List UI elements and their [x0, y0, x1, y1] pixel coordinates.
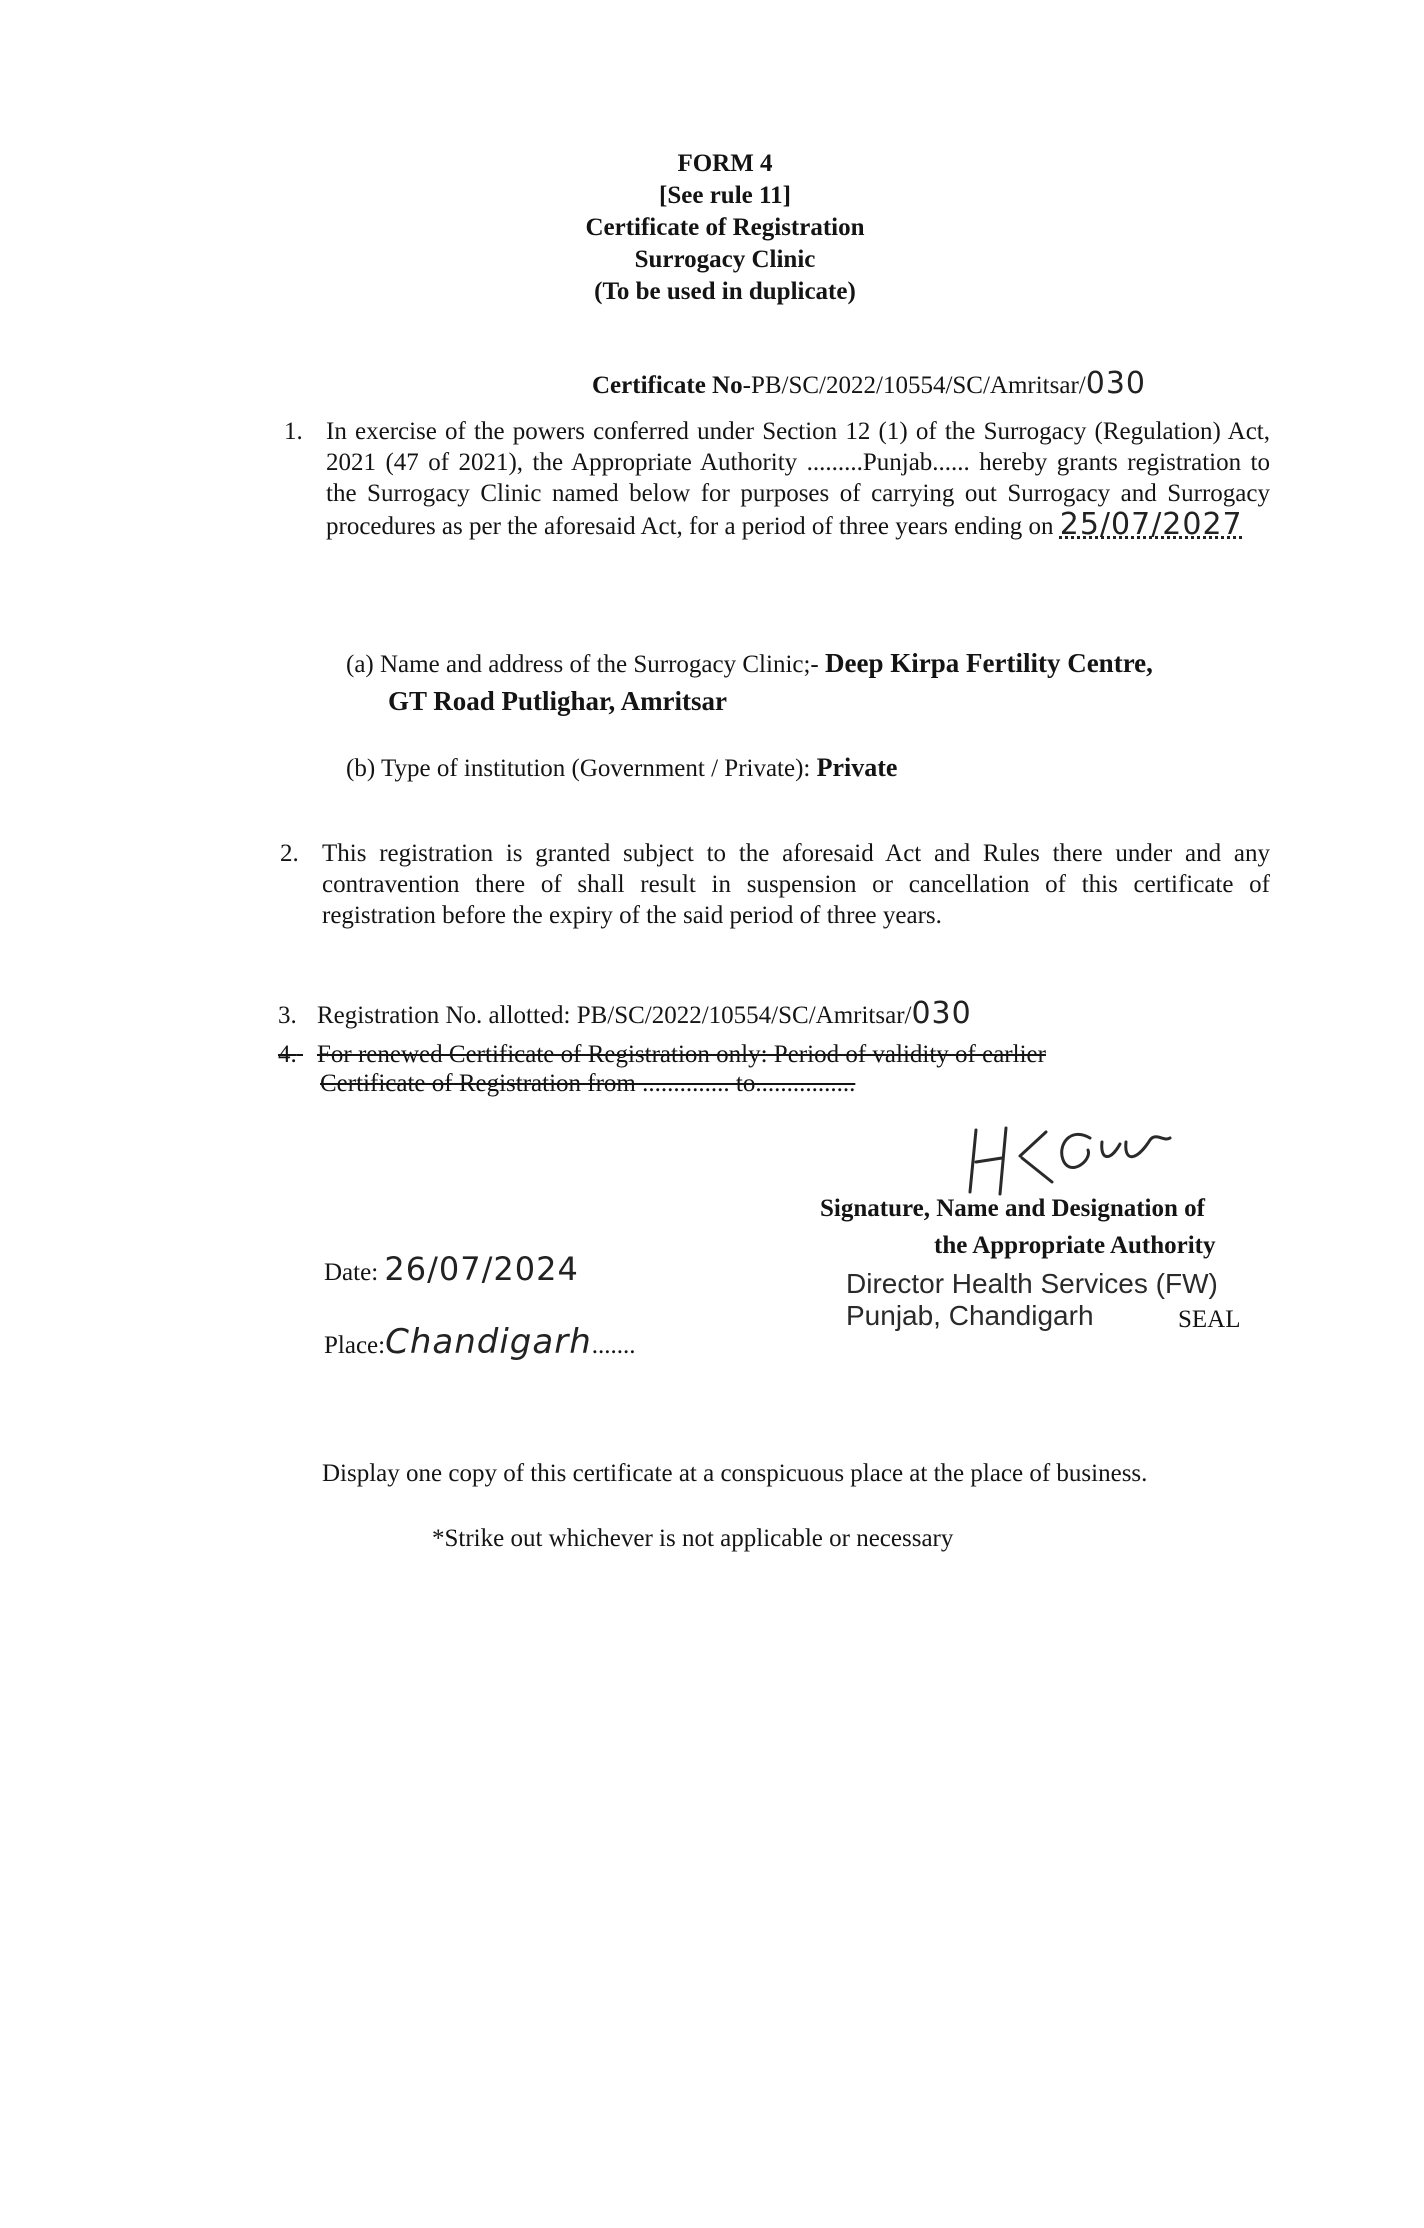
item1-a-label: (a) Name and address of the Surrogacy Clinic;-	[346, 651, 819, 678]
signature-line1: Signature, Name and Designation of	[820, 1195, 1205, 1222]
item3-number: 3.	[278, 1002, 297, 1029]
item1-a-value-line2: GT Road Putlighar, Amritsar	[388, 686, 728, 716]
item1-number: 1.	[284, 418, 303, 445]
form-subtitle: Surrogacy Clinic	[634, 246, 816, 273]
item3-value-handwritten: 030	[911, 996, 972, 1031]
strike-note: *Strike out whichever is not applicable or necessary	[432, 1525, 954, 1552]
place-label: Place:	[324, 1332, 386, 1359]
certificate-number-printed: -PB/SC/2022/10554/SC/Amritsar/	[742, 372, 1086, 399]
item1-text	[326, 416, 1270, 542]
form-note: (To be used in duplicate)	[594, 278, 856, 305]
item4-number: 4.	[278, 1041, 297, 1068]
item2-text: This registration is granted subject to the aforesaid Act and Rules there under and any contravention there of shall result in suspension or cancellation of this certificate of registration before the expiry of the said period of three years.	[322, 840, 1270, 929]
date-label: Date:	[324, 1259, 379, 1286]
item1-b-value: Private	[816, 753, 898, 782]
certificate-label: Certificate No	[592, 372, 743, 399]
certificate-number-handwritten: 030	[1085, 366, 1146, 401]
form-number: FORM 4	[677, 150, 773, 177]
item1-b-label: (b) Type of institution (Government / Private):	[346, 755, 811, 782]
form-header	[460, 148, 990, 308]
item2-number: 2.	[280, 840, 299, 867]
item3-label: Registration No. allotted:	[317, 1002, 571, 1029]
display-note: Display one copy of this certificate at a conspicuous place at the place of business.	[322, 1460, 1148, 1487]
item4-line1: For renewed Certificate of Registration only: Period of validity of earlier	[317, 1041, 1046, 1068]
item1-a-value-line1: Deep Kirpa Fertility Centre,	[825, 648, 1153, 678]
item3	[278, 996, 972, 1031]
place-value: Chandigarh	[385, 1322, 592, 1362]
item1-b	[346, 750, 1276, 787]
form-title: Certificate of Registration	[585, 214, 865, 241]
seal-label: SEAL	[1178, 1306, 1241, 1333]
item4-line2: Certificate of Registration from .............. to................	[320, 1070, 856, 1097]
stamp-line1: Director Health Services (FW)	[846, 1268, 1218, 1299]
certificate-number	[592, 366, 1146, 401]
signature-line2: the Appropriate Authority	[934, 1232, 1216, 1259]
date-value: 26/07/2024	[384, 1250, 579, 1288]
form-rule: [See rule 11]	[659, 182, 791, 209]
stamp-line2: Punjab, Chandigarh	[846, 1300, 1094, 1331]
item1-end-date: 25/07/2027	[1059, 507, 1243, 542]
item3-value-printed: PB/SC/2022/10554/SC/Amritsar/	[576, 1002, 912, 1029]
item1-a	[346, 645, 1276, 721]
signature-caption	[820, 1190, 1216, 1264]
date	[324, 1250, 579, 1288]
place-dots: .......	[591, 1332, 636, 1359]
official-stamp	[846, 1268, 1218, 1332]
item1-body: In exercise of the powers conferred under Section 12 (1) of the Surrogacy (Regulation) Act, 2021 (47 of 2021), the Appropriate Authority .........Punjab...... hereby grants registration to the Surrogacy Clinic named below for purposes of carrying out Surrogacy and Surrogacy procedures as per the aforesaid Act, for a period of three years ending on	[326, 418, 1270, 540]
place	[324, 1322, 636, 1362]
handwritten-signature	[960, 1112, 1180, 1202]
item4	[278, 1040, 1046, 1098]
